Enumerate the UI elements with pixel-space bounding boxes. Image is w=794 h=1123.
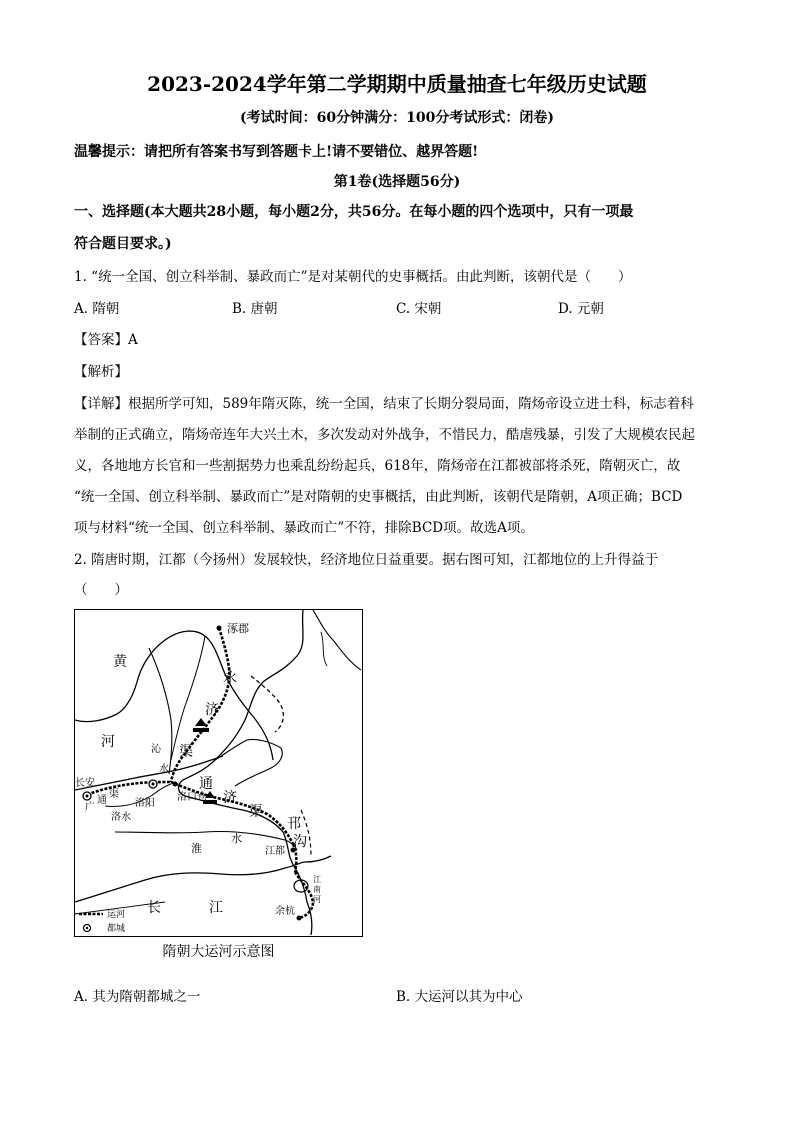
answer-tag: 【答案】 bbox=[74, 332, 128, 348]
label-hangou: 邗 bbox=[287, 816, 301, 832]
legend-canal-label: 运河 bbox=[107, 910, 126, 920]
label-hangou: 沟 bbox=[293, 834, 307, 850]
zhuojun-city-dot bbox=[217, 626, 222, 631]
q1-stem: 1. “统一全国、创立科举制、暴政而亡”是对某朝代的史事概括。由此判断，该朝代是（ ） bbox=[74, 269, 632, 285]
label-qin-river: 沁 bbox=[151, 744, 161, 755]
northeast-coast bbox=[313, 610, 361, 670]
luoyang-capital-dot bbox=[152, 783, 155, 786]
exam-info: (考试时间：60分钟满分：100分考试形式：闭卷) bbox=[240, 110, 554, 126]
label-huai-river: 水 bbox=[231, 832, 242, 845]
label-tongji-canal: 渠 bbox=[249, 804, 263, 820]
label-guangtong-canal: 广 bbox=[85, 802, 95, 813]
map-svg bbox=[75, 610, 361, 935]
label-yuhang: 余杭 bbox=[275, 906, 295, 917]
label-tongji-canal: 济 bbox=[223, 790, 237, 806]
label-jiangdu: 江都 bbox=[265, 846, 285, 857]
q1-detail-line: 【详解】根据所学可知，589年隋灭陈，统一全国，结束了长期分裂局面，隋炀帝设立进士科，标志着科 bbox=[74, 396, 694, 412]
changan-capital-dot bbox=[86, 795, 89, 798]
q1-analysis-tag: 【解析】 bbox=[74, 364, 128, 380]
label-jiangnan-canal: 江 bbox=[313, 875, 321, 884]
map-caption: 隋朝大运河示意图 bbox=[162, 944, 275, 960]
legend-capital-label: 都城 bbox=[107, 924, 126, 934]
q1-detail-line: “统一全国、创立科举制、暴政而亡”是对隋朝的史事概括，由此判断，该朝代是隋朝，A项正确；BCD bbox=[74, 489, 683, 505]
luokoucang-dot bbox=[173, 782, 178, 787]
coastline bbox=[179, 610, 312, 935]
q1-option-a: A. 隋朝 bbox=[74, 301, 120, 317]
label-luokoucang: 洛口仓 bbox=[177, 792, 207, 803]
dashed-route bbox=[251, 676, 283, 732]
label-zhuojun: 涿郡 bbox=[227, 622, 249, 635]
label-yongji-canal: 济 bbox=[205, 702, 219, 718]
river-tributary bbox=[149, 648, 172, 774]
part-heading: 第1卷(选择题56分) bbox=[333, 174, 461, 190]
page-title: 2023-2024学年第二学期期中质量抽查七年级历史试题 bbox=[147, 72, 647, 96]
label-yellow-river: 河 bbox=[101, 734, 115, 750]
label-jiangnan-canal: 河 bbox=[313, 895, 321, 904]
river-tributary bbox=[171, 636, 205, 760]
q1-option-d: D. 元朝 bbox=[558, 301, 604, 317]
q1-option-c: C. 宋朝 bbox=[396, 301, 442, 317]
grand-canal-map bbox=[74, 609, 363, 937]
answer-value: A bbox=[128, 332, 138, 348]
q1-detail-line: 义，各地地方长官和一些割据势力也乘乱纷纷起兵，618年，隋炀帝在江都被部将杀死，隋朝灭亡，故 bbox=[74, 458, 681, 474]
legend-capital-dot bbox=[86, 927, 88, 929]
peninsula-outline bbox=[215, 739, 282, 786]
label-guangtong-canal: 渠 bbox=[109, 789, 119, 800]
label-yellow-river: 黄 bbox=[113, 654, 127, 670]
q1-answer bbox=[74, 328, 138, 348]
label-luoyang: 洛阳 bbox=[135, 798, 155, 809]
yuhang-dot bbox=[297, 916, 302, 921]
label-tongji-canal: 通 bbox=[199, 776, 213, 792]
notice: 温馨提示：请把所有答案书写到答题卡上!请不要错位、越界答题! bbox=[74, 144, 479, 160]
q1-option-b: B. 唐朝 bbox=[232, 301, 278, 317]
label-yongji-canal: 渠 bbox=[179, 744, 193, 760]
label-yangtze-river: 长 bbox=[147, 900, 161, 916]
label-yangtze-river: 江 bbox=[209, 900, 223, 916]
q2-option-a: A. 其为隋朝都城之一 bbox=[74, 989, 201, 1005]
q1-detail-line: 举制的正式确立，隋炀帝连年大兴土木，多次发动对外战争，不惜民力，酷虐残暴，引发了大规模农民起 bbox=[74, 427, 695, 443]
label-jiangnan-canal: 南 bbox=[313, 885, 321, 894]
label-qin-river: 水 bbox=[159, 764, 169, 775]
q2-stem-line2: （ ） bbox=[74, 582, 128, 598]
section-instructions-line1: 一、选择题(本大题共28小题，每小题2分，共56分。在每小题的四个选项中，只有一项最 bbox=[74, 204, 634, 220]
label-guangtong-canal: 通 bbox=[97, 795, 107, 806]
q2-stem-line1: 2. 隋唐时期，江都（今扬州）发展较快，经济地位日益重要。据右图可知，江都地位的上升得益于 bbox=[74, 552, 659, 568]
label-yongji-canal: 永 bbox=[223, 670, 237, 686]
q1-detail-line: 项与材料“统一全国、创立科举制、暴政而亡”不符，排除BCD项。故选A项。 bbox=[74, 520, 534, 536]
section-instructions-line2: 符合题目要求。) bbox=[74, 236, 172, 252]
label-changan: 长安 bbox=[75, 778, 95, 789]
guangtong-canal bbox=[83, 782, 171, 796]
label-luo-river: 洛水 bbox=[111, 812, 131, 823]
label-huai-river: 淮 bbox=[191, 842, 202, 855]
coast-detail bbox=[321, 632, 327, 666]
q2-option-b: B. 大运河以其为中心 bbox=[396, 989, 523, 1005]
